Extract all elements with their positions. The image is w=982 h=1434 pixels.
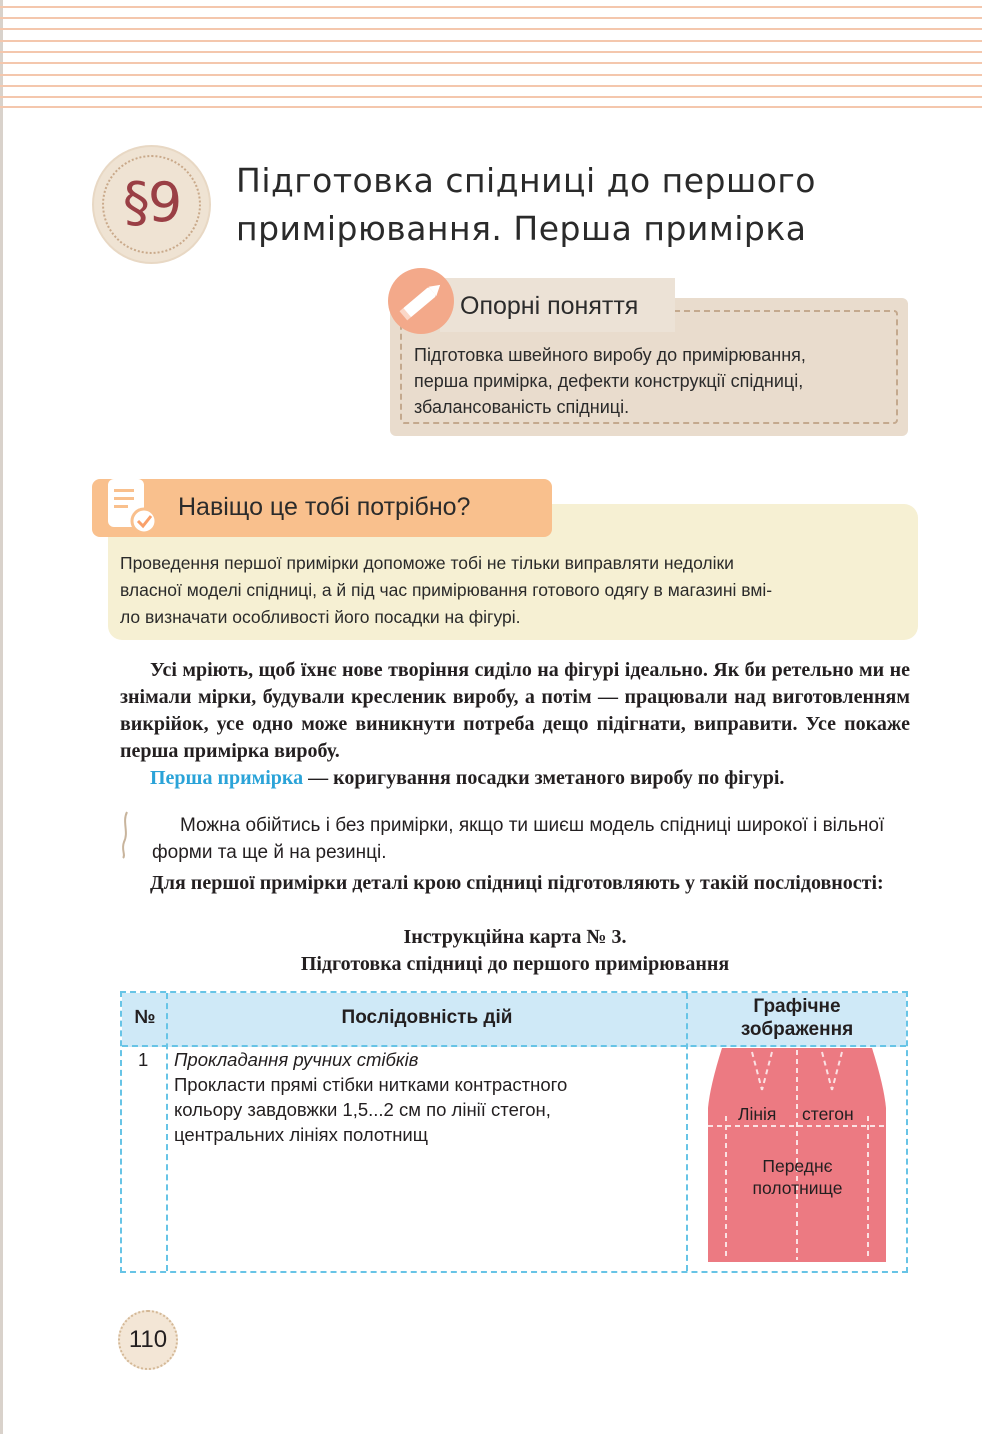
hip-line-label-1: Лінія	[738, 1104, 777, 1124]
definition-text: — коригування посадки зметаного виробу по фігурі.	[303, 767, 785, 789]
why-needed-heading: Навіщо це тобі потрібно?	[178, 493, 471, 521]
key-concepts-heading-tab	[440, 278, 675, 332]
note-mark-icon	[118, 810, 132, 860]
definition-term: Перша примірка	[150, 767, 304, 789]
section-badge	[94, 147, 209, 262]
table-row: Прокладання ручних стібків Прокласти прямі стібки нитками контрастного кольору завдовжки 1,5...2 см по лінії стегон, центральних лініях полотнищ	[174, 1049, 568, 1145]
key-concepts-heading: Опорні поняття	[460, 292, 639, 320]
page-edge	[0, 0, 3, 1434]
definition-paragraph	[120, 765, 910, 792]
note-paragraph: Можна обійтись і без примірки, якщо ти шиєш модель спідниці широкої і вільної форми та ще й на резинці.	[152, 815, 885, 863]
header-image: Графічне зображення	[740, 996, 854, 1040]
section-number: §9	[122, 171, 181, 234]
row-number: 1	[138, 1049, 149, 1070]
page-number-badge	[118, 1310, 178, 1370]
header-number: №	[134, 1007, 156, 1028]
hip-line-label-2: стегон	[802, 1104, 854, 1124]
pencil-icon	[388, 268, 454, 334]
page-number: 110	[128, 1326, 168, 1353]
front-panel-label: Переднє полотнище	[752, 1156, 843, 1198]
title-line-1: Підготовка спідниці до першого	[236, 161, 816, 200]
sequence-paragraph: Для першої примірки деталі крою спідниці підготовляють у такій послідовності:	[150, 872, 884, 894]
intro-paragraph: Усі мріють, щоб їхнє нове творіння сиділо на фігурі ідеально. Як би ретельно ми не знімали мірки, будували кресленик виробу, а потім — працювали над виготовленням викрійок, усе одно може виникнути потреба дещо підігнати, виправити. Усе покаже перша примірка виробу.	[120, 659, 910, 762]
card-title: Інструкційна карта № 3.	[403, 926, 627, 948]
card-subtitle: Підготовка спідниці до першого примірювання	[300, 953, 730, 975]
step-title: Прокладання ручних стібків	[174, 1049, 419, 1070]
why-needed-text: Проведення першої примірки допоможе тобі не тільки виправляти недоліки власної моделі спідниці, а й під час примірювання готового одягу в магазині вмі- ло визначати особливості його посадки на фігурі.	[120, 553, 773, 627]
key-concepts-text: Підготовка швейного виробу до примірювання, перша примірка, дефекти конструкції спідниці, збалансованість спідниці.	[414, 345, 806, 417]
title-line-2: примірювання. Перша примірка	[236, 209, 807, 248]
header-rules	[0, 0, 982, 110]
header-steps: Послідовність дій	[341, 1007, 513, 1028]
clipboard-check-icon	[98, 473, 164, 541]
page-title	[236, 157, 916, 253]
